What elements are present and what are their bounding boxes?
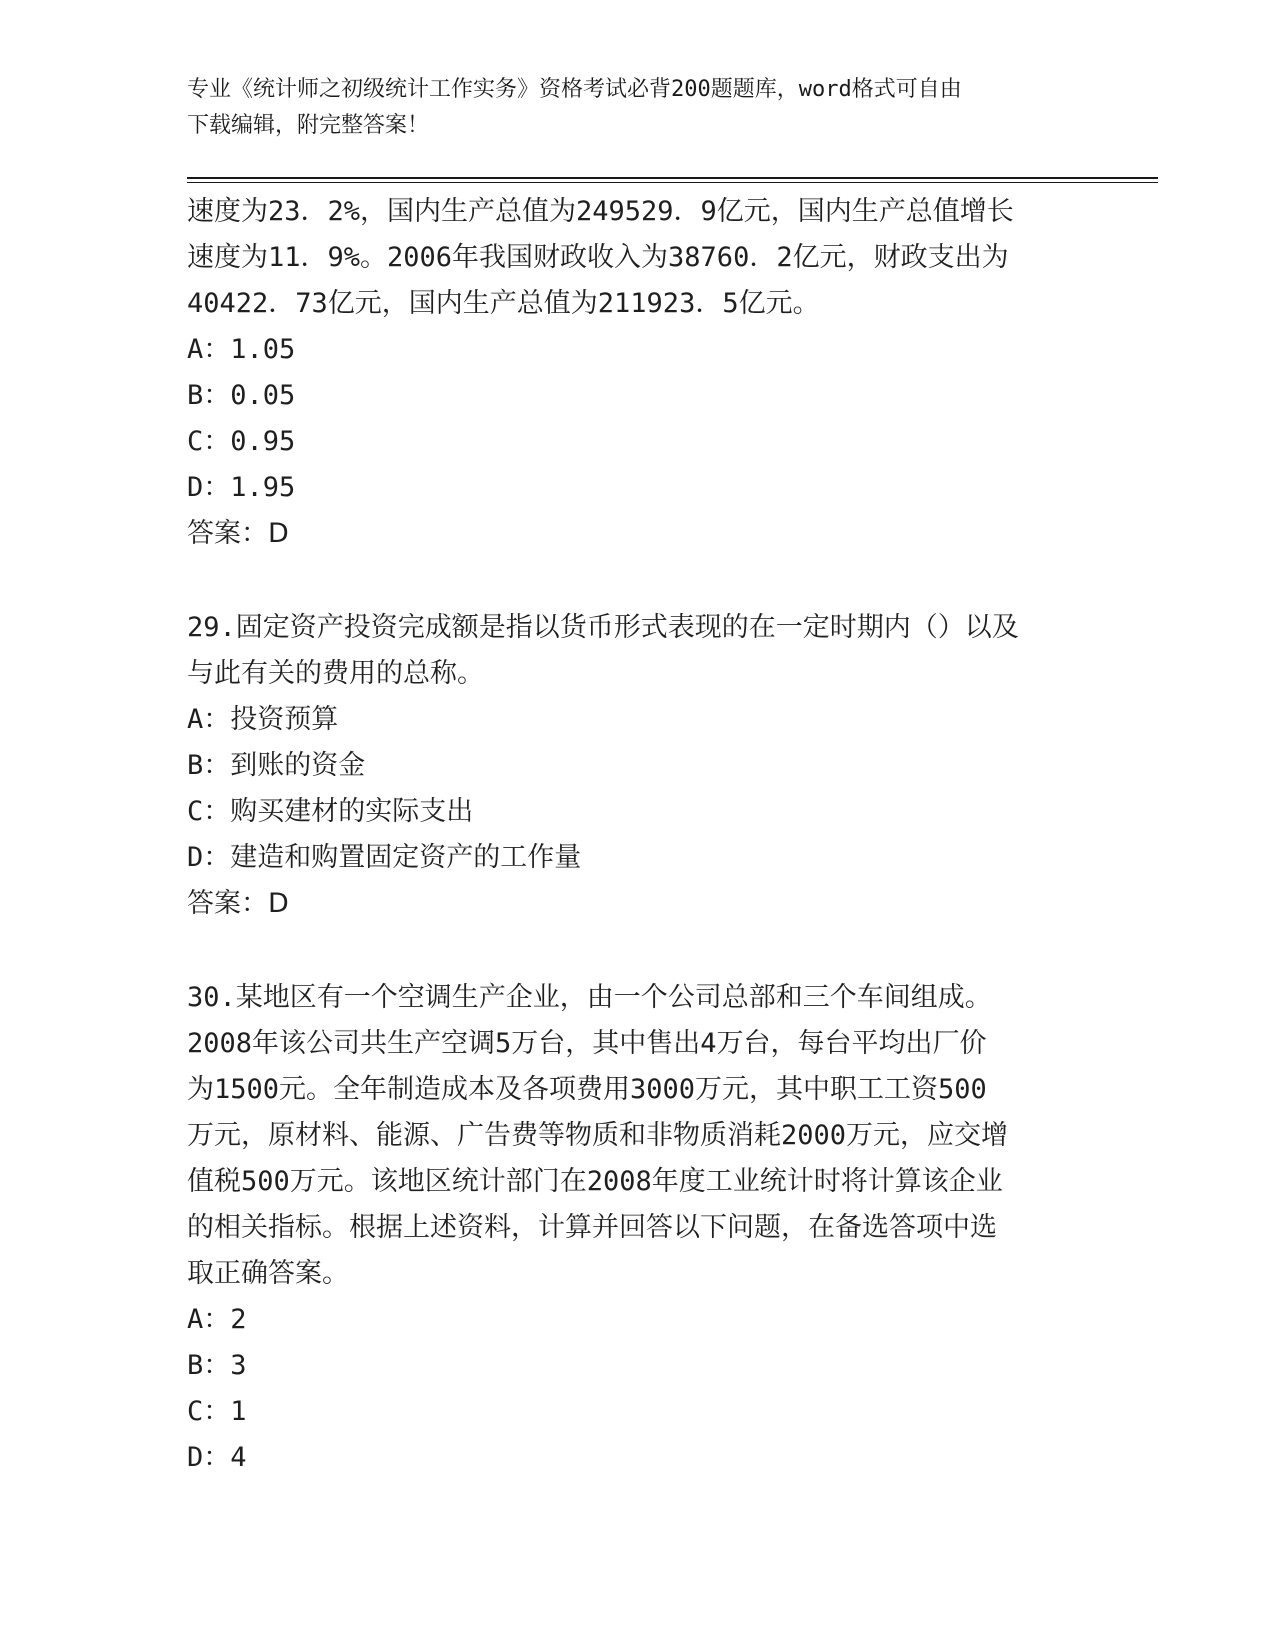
question-30	[187, 975, 1137, 1481]
option-a: A：1.05	[187, 334, 296, 365]
question-text-line: 与此有关的费用的总称。	[187, 658, 484, 689]
question-text-line: 万元，原材料、能源、广告费等物质和非物质消耗2000万元，应交增	[187, 1120, 1009, 1151]
question-text-line: 的相关指标。根据上述资料，计算并回答以下问题，在备选答项中选	[187, 1212, 997, 1243]
question-text-line: 2008年该公司共生产空调5万台，其中售出4万台，每台平均出厂价	[187, 1028, 987, 1059]
question-text-line: 速度为23．2%，国内生产总值为249529．9亿元，国内生产总值增长	[187, 196, 1014, 227]
header-line-1: 专业《统计师之初级统计工作实务》资格考试必背200题题库，word格式可自由	[187, 77, 962, 102]
question-text-line: 为1500元。全年制造成本及各项费用3000万元，其中职工工资500	[187, 1074, 987, 1105]
question-text-line: 值税500万元。该地区统计部门在2008年度工业统计时将计算该企业	[187, 1166, 1003, 1197]
option-b: B：0.05	[187, 380, 296, 411]
option-b: B：到账的资金	[187, 750, 366, 781]
option-c: C：1	[187, 1396, 247, 1427]
header-rule-thick	[187, 177, 1158, 179]
document-body	[187, 189, 1137, 1481]
page-header	[187, 72, 1087, 144]
question-28	[187, 189, 1137, 557]
option-a: A：投资预算	[187, 704, 339, 735]
answer-label: 答案：D	[187, 518, 289, 549]
option-d: D：1.95	[187, 472, 296, 503]
question-text-line: 40422．73亿元，国内生产总值为211923．5亿元。	[187, 288, 820, 319]
question-text-line: 29.固定资产投资完成额是指以货币形式表现的在一定时期内（）以及	[187, 612, 1019, 643]
header-rule-thin	[187, 182, 1158, 183]
option-c: C：购买建材的实际支出	[187, 796, 474, 827]
answer-label: 答案：D	[187, 888, 289, 919]
option-c: C：0.95	[187, 426, 296, 457]
spacer	[187, 927, 1137, 975]
question-29	[187, 605, 1137, 927]
question-text-line: 取正确答案。	[187, 1258, 349, 1289]
question-text-line: 速度为11．9%。2006年我国财政收入为38760．2亿元，财政支出为	[187, 242, 1009, 273]
question-text-line: 30.某地区有一个空调生产企业，由一个公司总部和三个车间组成。	[187, 982, 992, 1013]
option-d: D：4	[187, 1442, 247, 1473]
option-a: A：2	[187, 1304, 247, 1335]
header-line-2: 下载编辑，附完整答案！	[187, 113, 430, 138]
option-d: D：建造和购置固定资产的工作量	[187, 842, 582, 873]
spacer	[187, 557, 1137, 605]
option-b: B：3	[187, 1350, 247, 1381]
